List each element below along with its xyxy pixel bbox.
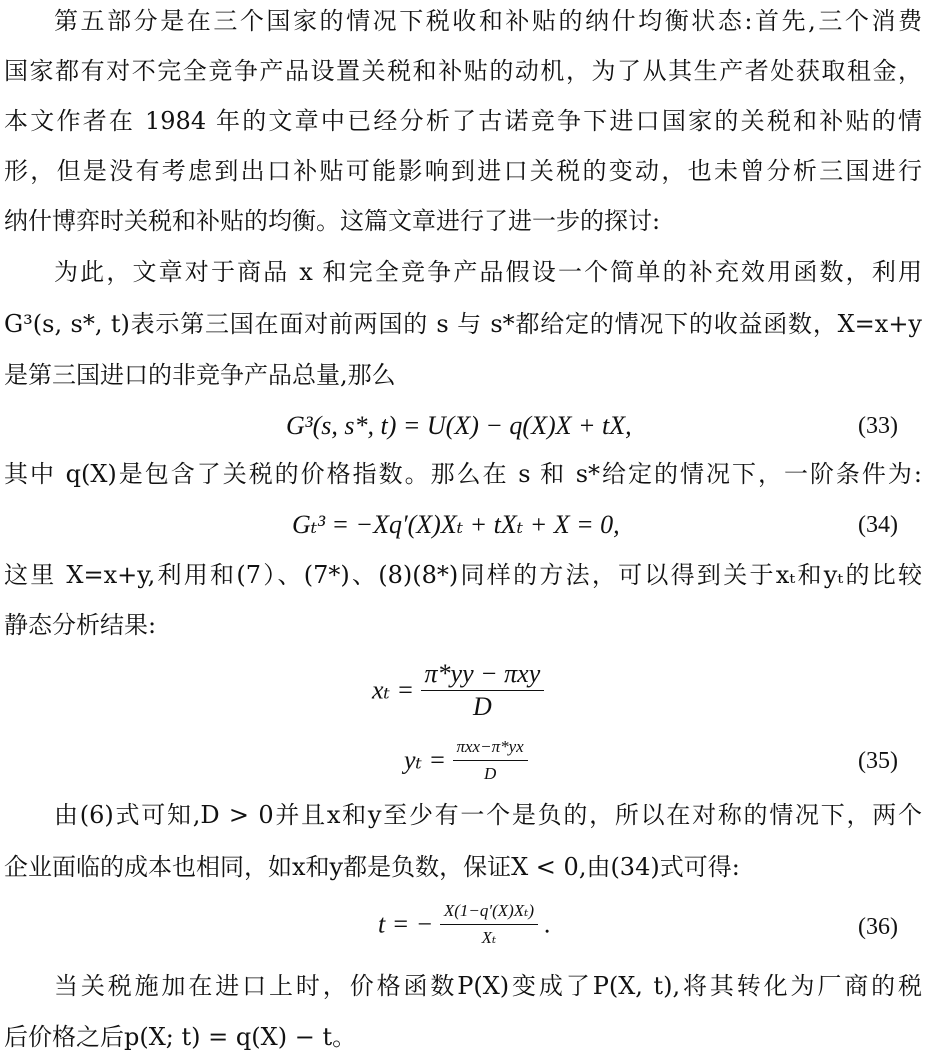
equation-36-lhs: t = − (378, 909, 434, 939)
para5-line1: 由(6)式可知,D > 0并且x和y至少有一个是负的，所以在对称的情况下，两个 (54, 801, 922, 829)
equation-35-yt-numerator: πxx−π*yx (456, 737, 524, 756)
equation-35-xt-lhs: xₜ = (372, 675, 414, 705)
para1-line1: 第五部分是在三个国家的情况下税收和补贴的纳什均衡状态:首先,三个消费 (54, 7, 922, 35)
para1-line4: 形，但是没有考虑到出口补贴可能影响到进口关税的变动，也未曾分析三国进行 (4, 157, 922, 185)
para4-line1: 这里 X=x+y,利用和(7）、(7*)、(8)(8*)同样的方法，可以得到关于xₜ和yₜ的比较 (4, 561, 922, 589)
para5-line2: 企业面临的成本也相同，如x和y都是负数，保证X < 0,由(34)式可得: (4, 853, 740, 881)
equation-35-yt-lhs: yₜ = (404, 745, 446, 775)
para2-line1: 为此，文章对于商品 x 和完全竞争产品假设一个简单的补充效用函数，利用 (54, 258, 922, 286)
equation-35-xt-fraction (421, 660, 545, 721)
equation-number-33: (33) (858, 413, 898, 439)
equation-35-yt-denominator: D (453, 760, 528, 785)
para6-line2: 后价格之后p(X; t) = q(X) − t。 (4, 1023, 357, 1051)
equation-36-fraction (440, 900, 538, 949)
equation-number-34: (34) (858, 512, 898, 538)
equation-36-denominator: Xₜ (440, 924, 538, 949)
para1-line2: 国家都有对不完全竞争产品设置关税和补贴的动机，为了从其生产者处获取租金， (4, 57, 922, 85)
para2-line2: G³(s, s*, t)表示第三国在面对前两国的 s 与 s*都给定的情况下的收益函数，X=x+y (4, 310, 922, 338)
para3-line1: 其中 q(X)是包含了关税的价格指数。那么在 s 和 s*给定的情况下，一阶条件为: (4, 460, 922, 488)
equation-number-36: (36) (858, 914, 898, 940)
para1-line3: 本文作者在 1984 年的文章中已经分析了古诺竞争下进口国家的关税和补贴的情 (4, 107, 922, 135)
para4-line2: 静态分析结果: (4, 611, 157, 639)
equation-35-yt-fraction (453, 736, 528, 785)
equation-36-numerator: X(1−q′(X)Xₜ) (443, 901, 535, 920)
equation-number-35: (35) (858, 748, 898, 774)
equation-35-xt-denominator: D (421, 690, 545, 721)
equation-35-xt (372, 660, 544, 721)
equation-35-xt-numerator: π*yy − πxy (424, 659, 541, 688)
equation-34: Gₜ³ = −Xq′(X)Xₜ + tXₜ + X = 0, (292, 510, 620, 539)
equation-36 (378, 900, 551, 949)
para1-line5: 纳什博弈时关税和补贴的均衡。这篇文章进行了进一步的探讨: (4, 207, 661, 235)
para2-line3: 是第三国进口的非竞争产品总量,那么 (4, 361, 396, 389)
equation-33: G³(s, s*, t) = U(X) − q(X)X + tX, (286, 411, 632, 440)
para6-line1: 当关税施加在进口上时，价格函数P(X)变成了P(X, t),将其转化为厂商的税 (54, 972, 922, 1000)
equation-35-yt (404, 736, 528, 785)
equation-36-tail: . (544, 909, 552, 939)
